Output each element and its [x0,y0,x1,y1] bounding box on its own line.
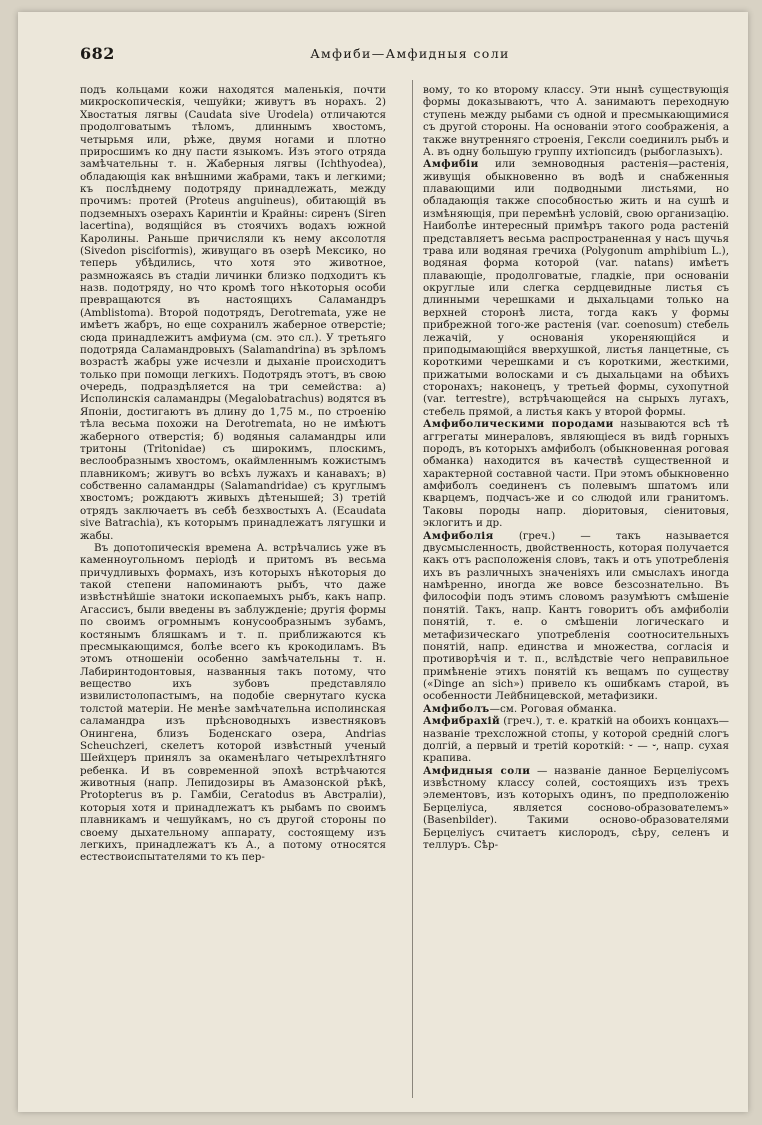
entry-headword: Амфиболъ [423,702,490,715]
entry-headword: Амфибрахій [423,715,501,728]
article-paragraph [423,703,729,715]
entry-text: —см. Роговая обманка. [489,702,617,715]
page-header [80,44,740,66]
entry-headword: Амфибіи [423,158,479,171]
entry-text: Въ допотопическія времена А. встрѣчались уже въ каменноугольномъ періодѣ и притомъ въ весьма причудливыхъ формахъ, изъ которыхъ нѣкоторыя до такой степени напоминаютъ рыбъ, что даже извѣстнѣйшіе знатоки ископаемыхъ рыбъ, какъ напр. Агассисъ, были введены въ заблужденіе; другія формы по своимъ огромнымъ конусообразнымъ зубамъ, костянымъ бляшкамъ и т. п. приближаются къ пресмыкающимся, болѣе всего къ крокодиламъ. Въ этомъ отношеніи особенно замѣчательны т. н. Лабиринтодонтовыя, названныя такъ потому, что вещество ихъ зубовъ представляло извилистолопастымъ, на подобіе свернутаго куска толстой матеріи. Не менѣе замѣчательна исполинская саламандра изъ прѣсноводныхъ известняковъ Онингена, близъ Боденскаго озера, Andrias Scheuchzeri, скелетъ которой извѣстный ученый Шейхцеръ принялъ за окаменѣлаго четырехлѣтняго ребенка. И въ современной эпохѣ встрѣчаются животныя (напр. Лепидозиры въ Амазонской рѣкѣ, Protopterus въ р. Гамбіи, Ceratodus въ Австраліи), которыя хотя и принадлежатъ къ рыбамъ по своимъ плавникамъ и чешуйкамъ, но съ другой стороны по своему дыхательному аппарату, состоящему изъ легкихъ, принадлежатъ къ А., а потому относятся естествоиспытателями то къ пер- [80,541,386,864]
entry-text: подъ кольцами кожи находятся маленькія, почти микроскопическія, чешуйки; живутъ въ норахъ. 2) Хвостатыя лягвы (Caudata sive Urodela) отличаются продолговатымъ тѣломъ, длиннымъ хвостомъ, четырьмя или, рѣже, двумя ногами и плотно приросшимъ ко дну пасти языкомъ. Изъ этого отряда замѣчательны т. н. Жаберныя лягвы (Ichthyodea), обладающія как внѣшними жабрами, такъ и легкими; къ послѣднему подотряду принадлежать, между прочимъ: протей (Proteus anguineus), обитающій въ подземныхъ озерахъ Каринтіи и Крайны: сиренъ (Siren lacertina), водящійся въ стоячихъ водахъ южной Каролины. Раньше причисляли къ нему аксолотля (Sivedon pisciformis), живущаго въ озерѣ Мексико, но теперь убѣдились, что хотя это животное, размножаясь въ стадіи личинки близко подходитъ къ назв. подотряду, но что кромѣ того нѣкоторыя особи превращаются въ настоящихъ Саламандръ (Amblistoma). Второй подотрядъ, Derotremata, уже не имѣетъ жабръ, но еще сохранилъ жаберное отверстіе; сюда принадлежитъ амфиума (см. это сл.). У третьяго подотряда Саламандровыхъ (Salamandrina) въ зрѣломъ возрастѣ жабры уже исчезли и дыханіе происходитъ только при помощи легкихъ. Подотрядъ этотъ, въ свою очередь, подраздѣляется на три семейства: а) Исполинскія саламандры (Megalobatrachus) водятся въ Японіи, достигаютъ въ длину до 1,75 м., по строенію тѣла весьма похожи на Derotremata, но не имѣютъ жаберного отверстія; б) водяныя саламандры или тритоны (Tritonidae) съ широкимъ, плоскимъ, веслообразнымъ хвостомъ, окаймленнымъ кожистымъ плавникомъ; живутъ во всѣхъ лужахъ и канавахъ; в) собственно саламандры (Salamandridae) съ круглымъ хвостомъ; рождаютъ живыхъ дѣтенышей; 3) третій отрядъ заключаетъ въ себѣ безхвостыхъ А. (Ecaudata sive Batrachia), къ которымъ принадлежатъ лягушки и жабы. [80,84,386,542]
article-paragraph [423,84,729,158]
entry-headword: Амфидныя соли [423,764,531,777]
entry-text: (греч.), т. е. краткій на обоихъ концахъ—названіе трехсложной стопы, у которой средній слогъ долгій, а первый и третій короткій: ⏑ — ⏑, напр. сухая крапива. [423,715,729,765]
article-paragraph [80,84,386,542]
entry-text: вому, то ко второму классу. Эти нынѣ существующія формы доказываютъ, что А. занимаютъ переходную ступень между рыбами съ одной и пресмыкающимися съ другой стороны. На основаніи этого соображенія, а также внутренняго строенія, Гексли соединилъ рыбъ и А. въ одну большую группу ихтіопсидъ (рыбоглазыхъ). [423,84,729,158]
article-paragraph [423,765,729,852]
article-paragraph [423,158,729,418]
column-divider [412,80,413,1098]
entry-text: — названіе данное Берцеліусомъ извѣстному классу солей, состоящихъ изъ трехъ элементовъ, изъ которыхъ одинъ, по предположенію Берцеліуса, является сосново-образователемъ» (Basenbilder). Такими осново-образователями Берцеліусъ считаетъ кислородъ, сѣру, селенъ и теллуръ. Сѣр- [423,764,729,851]
article-paragraph [423,715,729,765]
entry-headword: Амфиболія [423,529,494,542]
left-column [80,84,386,864]
entry-text: или земноводныя растенія—растенія, живущія обыкновенно въ водѣ и снабженныя плавающими или подводными листьями, но обладающія также способностью жить и на сушѣ и измѣняющія, при перемѣнѣ условій, свою организацію. Наиболѣе интересный примѣръ такого рода растеній представляетъ весьма распространенная у насъ щучья трава или водяная гречиха (Polygonum amphibium L.), водяная форма которой (var. natans) имѣетъ плавающіе, продолговатые, гладкіе, при основаніи округлые или слегка сердцевидные листья съ длинными черешками и дыхальцами только на верхней сторонѣ листа, тогда какъ у формы прибрежной того-же растенія (var. coenosum) стебель лежачій, у основанія укореняющійся и приподымающійся вверхушкой, листья ланцетные, съ короткими черешками и съ короткими, жесткими, прижатыми волосками и съ дыхальцами на обѣихъ сторонахъ; наконецъ, у третьей формы, сухопутной (var. terrestre), встрѣчающейся на сырыхъ лугахъ, стебель прямой, а листья какъ у второй формы. [423,158,729,418]
entry-text: называются всѣ тѣ аггрегаты минераловъ, являющіеся въ видѣ горныхъ породъ, въ которыхъ амфиболъ (обыкновенная роговая обманка) находится въ качествѣ существенной и характерной составной части. При этомъ обыкновенно амфиболъ соединенъ съ полевымъ шпатомъ или кварцемъ, подчасъ-же и со слюдой или гранитомъ. Таковы породы напр. діоритовыя, сіенитовыя, эклогитъ и др. [423,418,729,530]
article-paragraph [423,530,729,703]
article-paragraph [423,418,729,529]
running-head: Амфиби—Амфидныя соли [310,46,510,61]
article-paragraph [80,542,386,864]
entry-headword: Амфиболическими породами [423,418,614,431]
page-number: 682 [80,44,115,63]
book-page [18,12,748,1112]
entry-text: (греч.) — такъ называется двусмысленность, двойственность, которая получается какъ отъ расположенія словъ, такъ и отъ употребленія ихъ въ различныхъ значеніяхъ или смыслахъ иногда намѣренно, иногда же вовсе безсознательно. Въ философіи подъ этимъ словомъ разумѣютъ смѣшеніе понятій. Такъ, напр. Кантъ говоритъ объ амфиболіи понятій, т. е. о смѣшеніи логическаго и метафизическаго употребленія соотносительныхъ понятій, напр. единства и множества, согласія и противорѣчія и т. п., вслѣдствіе чего неправильное примѣненіе этихъ понятій къ вещамъ по существу («Dinge an sich») привело къ ошибкамъ старой, въ особенности Лейбницевской, метафизики. [423,529,729,703]
right-column [423,84,729,851]
